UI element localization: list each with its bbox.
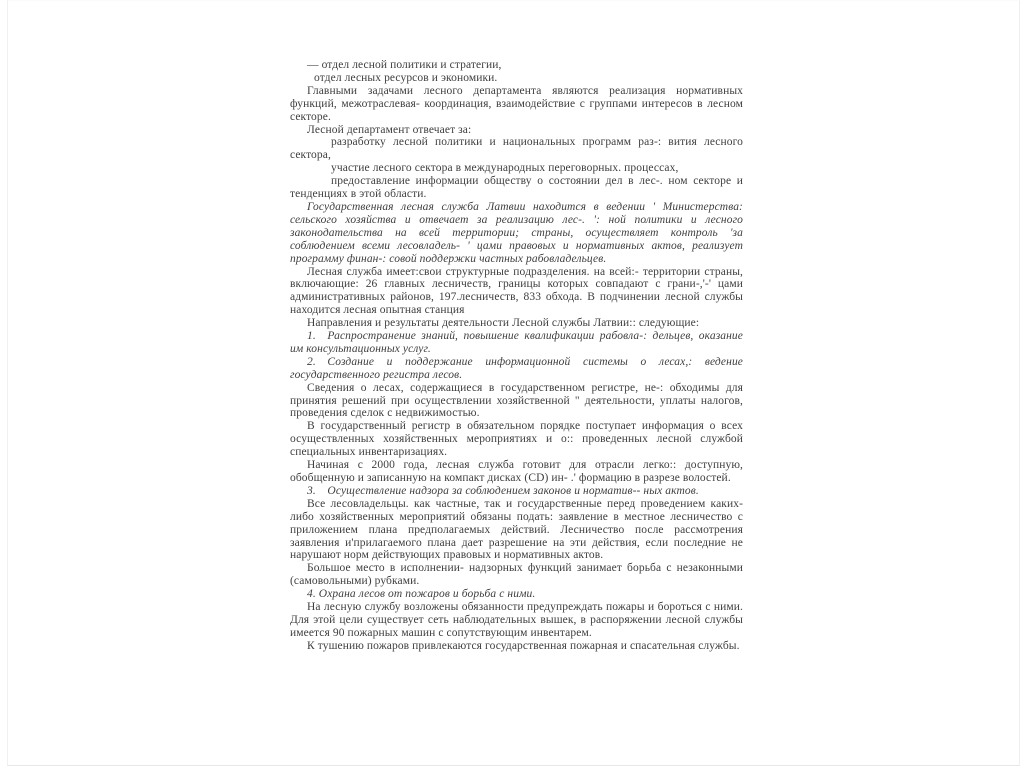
paragraph: В государственный регистр в обязательном порядке поступает информация о всех осуществленных хозяйственных мероприятиях и о:: проведенных лесной службой специальных инвентаризациях. [290, 420, 743, 459]
paragraph: разработку лесной политики и национальных программ раз-: вития лесного сектора, [290, 136, 743, 162]
paragraph: Лесной департамент отвечает за: [307, 123, 472, 136]
document-text [290, 59, 743, 653]
paragraph: 1. Распространение знаний, повышение квалификации рабовла-: дельцев, оказание им консультационных услуг. [290, 330, 743, 355]
paragraph: 4. Охрана лесов от пожаров и борьба с ними. [307, 588, 536, 601]
paragraph: К тушению пожаров привлекаются государственная пожарная и спасательная службы. [307, 639, 740, 652]
paragraph: — отдел лесной политики и стратегии, [307, 59, 502, 71]
paragraph: Государственная лесная служба Латвии находится в ведении ' Министерства: сельского хозяйства и отвечает за реализацию лес-. ': ной политики и лесного законодательства на всей территории; страны, осуществляет контроль 'за соблюдением всеми лесовладель- ' цами правовых и нормативных актов, реализует программу финан-: совой поддержки частных рабовладельцев. [290, 200, 743, 265]
paragraph: предоставление информации обществу о состоянии дел в лес-. ном секторе и тенденциях в этой области. [290, 175, 743, 201]
paragraph: отдел лесных ресурсов и экономики. [314, 71, 498, 84]
paragraph: Все лесовладельцы. как частные, так и государственные перед проведением каких-либо хозяйственных мероприятий обязаны подать: заявление в местное лесничество с приложением плана предполагаемых действий. Лесничество после рассмотрения заявления и'прилагаемого плана дает разрешение на эти действия, если последние не нарушают норм действующих правовых и нормативных актов. [290, 497, 743, 562]
paragraph: Сведения о лесах, содержащиеся в государственном регистре, не-: обходимы для принятия решений при осуществлении хозяйственной " деятельности, уплаты налогов, проведения сделок с недвижимостью. [290, 381, 743, 420]
paragraph: Главными задачами лесного департамента являются реализация нормативных функций, межотраслевая- координация, взаимодействие с группами интересов в лесном секторе. [290, 84, 743, 123]
paragraph: 3. Осуществление надзора за соблюдением законов и норматив-- ных актов. [307, 484, 699, 497]
paragraph: На лесную службу возложены обязанности предупреждать пожары и бороться с ними. Для этой цели существует сеть наблюдательных вышек, в распоряжении лесной службы имеется 90 пожарных машин с сопутствующим инвентарем. [290, 601, 743, 639]
paragraph: Направления и результаты деятельности Лесной службы Латвии:: следующие: [307, 317, 700, 330]
paragraph: Большое место в исполнении- надзорных функций занимает борьба с незаконными (самовольными) рубками. [290, 562, 743, 588]
paragraph: участие лесного сектора в международных переговорных. процессах, [331, 162, 679, 175]
paragraph: 2. Создание и поддержание информационной системы о лесах,: ведение государственного регистра лесов. [290, 355, 743, 381]
paragraph: Начиная с 2000 года, лесная служба готовит для отрасли легко:: доступную, обобщенную и записанную на компакт дисках (CD) ин- .' формацию в разрезе волостей. [290, 459, 743, 484]
paragraph: Лесная служба имеет:свои структурные подразделения. на всей:- территории страны, включающие: 26 главных лесничеств, границы которых совпадают с грани-,'-' цами административных районов, 197.лесничеств, 833 обхода. В подчинении лесной службы находится лесная опытная станция [290, 265, 743, 317]
